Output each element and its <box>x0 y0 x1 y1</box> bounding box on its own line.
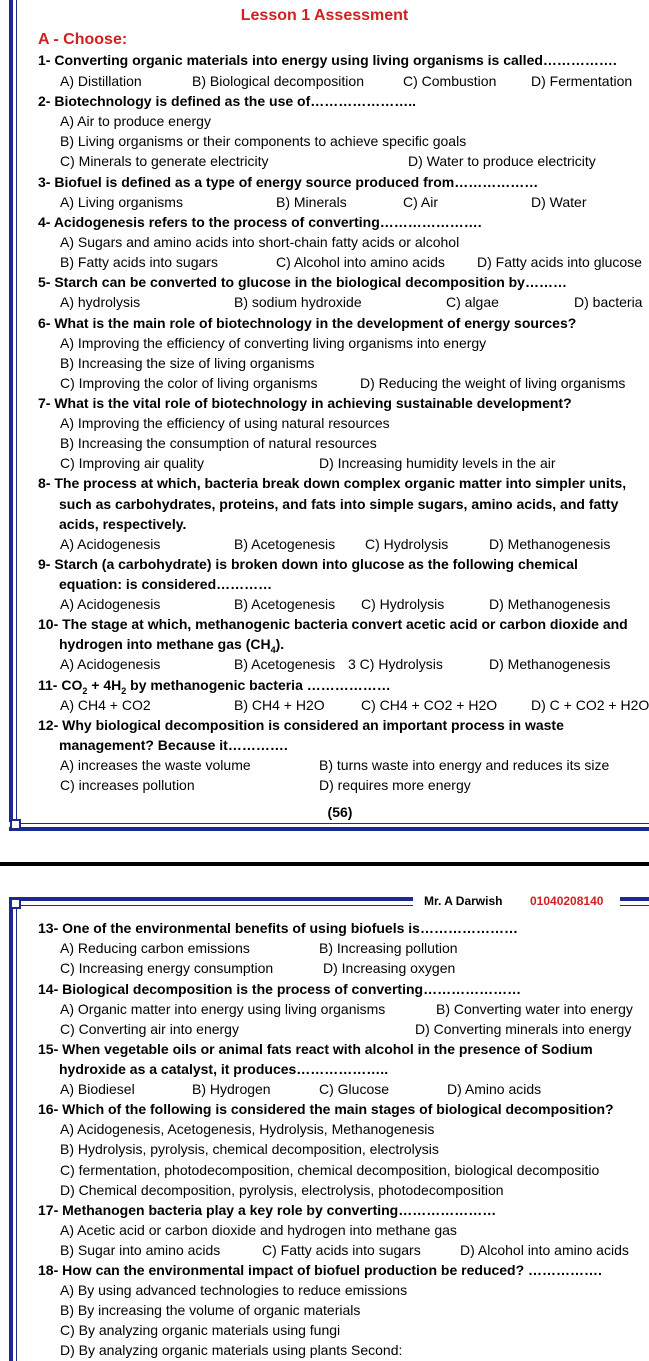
left-border-inner-2 <box>16 906 17 1361</box>
left-border-inner <box>16 0 17 822</box>
q5-option-b: B) sodium hydroxide <box>234 294 362 310</box>
q11-text-b: + 4H <box>87 677 122 693</box>
question-1: 1- Converting organic materials into energy using living organisms is called……………. <box>38 52 617 68</box>
q16-option-b: B) Hydrolysis, pyrolysis, chemical decomposition, electrolysis <box>60 1141 439 1157</box>
q17-option-b: B) Sugar into amino acids <box>60 1242 221 1258</box>
q2-option-a: A) Air to produce energy <box>60 113 211 129</box>
q14-option-d: D) Converting minerals into energy <box>415 1021 632 1037</box>
q9-option-a: A) Acidogenesis <box>60 596 161 612</box>
question-4: 4- Acidogenesis refers to the process of converting…………………. <box>38 214 482 230</box>
q8-option-b: B) Acetogenesis <box>234 536 336 552</box>
author-phone: 01040208140 <box>530 894 604 908</box>
q11-text-a: 11- CO <box>38 677 83 693</box>
q11-option-c: C) CH4 + CO2 + H2O <box>361 697 498 713</box>
top-border-inner <box>18 905 413 906</box>
q7-option-a: A) Improving the efficiency of using natural resources <box>60 415 390 431</box>
question-7: 7- What is the vital role of biotechnology in achieving sustainable development? <box>38 395 572 411</box>
question-18: 18- How can the environmental impact of biofuel production be reduced? ……………. <box>38 1262 602 1278</box>
question-6: 6- What is the main role of biotechnology in the development of energy sources? <box>38 315 577 331</box>
q2-option-b: B) Living organisms or their components to achieve specific goals <box>60 133 467 149</box>
top-border-outer <box>9 897 413 901</box>
q9-option-d: D) Methanogenesis <box>489 596 611 612</box>
q10-option-b: B) Acetogenesis <box>234 656 336 672</box>
question-17: 17- Methanogen bacteria play a key role by converting………………… <box>38 1202 497 1218</box>
q15-option-a: A) Biodiesel <box>60 1081 135 1097</box>
left-border-outer <box>9 0 13 822</box>
q16-option-c: C) fermentation, photodecomposition, chemical decomposition, biological decompositio <box>60 1162 600 1178</box>
q17-option-d: D) Alcohol into amino acids <box>460 1242 629 1258</box>
q8-option-d: D) Methanogenesis <box>489 536 611 552</box>
q10-option-d: D) Methanogenesis <box>489 656 611 672</box>
q13-option-b: B) Increasing pollution <box>319 940 458 956</box>
question-16: 16- Which of the following is considered the main stages of biological decomposition? <box>38 1101 614 1117</box>
corner-ornament-2 <box>10 898 21 909</box>
q7-option-c: C) Improving air quality <box>60 455 204 471</box>
question-12-cont: management? Because it…………. <box>59 737 288 753</box>
q8-option-a: A) Acidogenesis <box>60 536 161 552</box>
q11-sub-1: 2 <box>82 685 88 696</box>
q5-option-a: A) hydrolysis <box>60 294 141 310</box>
q1-option-c: C) Combustion <box>403 73 497 89</box>
q13-option-c: C) Increasing energy consumption <box>60 960 274 976</box>
q3-option-c: C) Air <box>403 194 438 210</box>
question-9: 9- Starch (a carbohydrate) is broken down into glucose as the following chemical <box>38 556 578 572</box>
q15-option-d: D) Amino acids <box>447 1081 542 1097</box>
q10-text-a: hydrogen into methane gas (CH <box>59 636 271 652</box>
q4-option-d: D) Fatty acids into glucose <box>477 254 642 270</box>
q9-option-b: B) Acetogenesis <box>234 596 336 612</box>
q10-option-c: 3 C) Hydrolysis <box>348 656 443 672</box>
q5-option-d: D) bacteria <box>574 294 643 310</box>
q12-option-a: A) increases the waste volume <box>60 757 251 773</box>
q13-option-a: A) Reducing carbon emissions <box>60 940 250 956</box>
top-border-right-inner <box>620 905 649 906</box>
q6-option-c: C) Improving the color of living organisms <box>60 375 318 391</box>
q15-option-c: C) Glucose <box>319 1081 390 1097</box>
q12-option-d: D) requires more energy <box>319 777 471 793</box>
q11-option-b: B) CH4 + H2O <box>234 697 325 713</box>
bottom-border-inner <box>18 823 649 824</box>
q16-option-a: A) Acidogenesis, Acetogenesis, Hydrolysis, Methanogenesis <box>60 1121 435 1137</box>
q10-text-b: ). <box>275 636 285 652</box>
question-10: 10- The stage at which, methanogenic bacteria convert acetic acid or carbon dioxide and <box>38 616 628 632</box>
question-15: 15- When vegetable oils or animal fats react with alcohol in the presence of Sodium <box>38 1041 593 1057</box>
left-border-outer-2 <box>9 897 13 1361</box>
q10-option-a: A) Acidogenesis <box>60 656 161 672</box>
q7-option-d: D) Increasing humidity levels in the air <box>319 455 556 471</box>
question-13: 13- One of the environmental benefits of using biofuels is………………… <box>38 920 518 936</box>
q9-option-c: C) Hydrolysis <box>361 596 445 612</box>
q8-option-c: C) Hydrolysis <box>365 536 449 552</box>
q18-option-b: B) By increasing the volume of organic materials <box>60 1302 361 1318</box>
section-heading: A - Choose: <box>38 31 128 48</box>
q3-option-a: A) Living organisms <box>60 194 183 210</box>
q4-option-a: A) Sugars and amino acids into short-chain fatty acids or alcohol <box>60 234 460 250</box>
q14-option-a: A) Organic matter into energy using living organisms <box>60 1001 386 1017</box>
q16-option-d: D) Chemical decomposition, pyrolysis, electrolysis, photodecomposition <box>60 1182 504 1198</box>
q11-option-a: A) CH4 + CO2 <box>60 697 151 713</box>
q12-option-c: C) increases pollution <box>60 777 195 793</box>
q15-option-b: B) Hydrogen <box>192 1081 271 1097</box>
q6-option-d: D) Reducing the weight of living organisms <box>360 375 626 391</box>
q7-option-b: B) Increasing the consumption of natural resources <box>60 435 377 451</box>
question-8-cont-1: such as carbohydrates, proteins, and fats into simple sugars, amino acids, and fatty <box>59 496 619 512</box>
page-number: (56) <box>327 804 353 820</box>
question-2: 2- Biotechnology is defined as the use of………………….. <box>38 93 417 109</box>
q1-option-b: B) Biological decomposition <box>192 73 364 89</box>
author-name: Mr. A Darwish <box>424 894 503 908</box>
question-12: 12- Why biological decomposition is considered an important process in waste <box>38 717 564 733</box>
q3-option-b: B) Minerals <box>276 194 347 210</box>
q17-option-a: A) Acetic acid or carbon dioxide and hydrogen into methane gas <box>60 1222 457 1238</box>
q6-option-b: B) Increasing the size of living organisms <box>60 355 315 371</box>
bottom-border-outer <box>9 827 649 831</box>
q17-option-c: C) Fatty acids into sugars <box>262 1242 421 1258</box>
question-14: 14- Biological decomposition is the process of converting………………… <box>38 981 522 997</box>
q11-text-c: by methanogenic bacteria ……………… <box>126 677 391 693</box>
question-15-cont: hydroxide as a catalyst, it produces……………….. <box>59 1061 389 1077</box>
question-9-cont: equation: is considered………… <box>59 576 273 592</box>
question-3: 3- Biofuel is defined as a type of energy source produced from……………… <box>38 174 539 190</box>
question-5: 5- Starch can be converted to glucose in the biological decomposition by……… <box>38 274 567 290</box>
q10-subscript: 4 <box>270 644 276 655</box>
q6-option-a: A) Improving the efficiency of converting living organisms into energy <box>60 335 487 351</box>
q13-option-d: D) Increasing oxygen <box>323 960 456 976</box>
question-8-cont-2: acids, respectively. <box>59 516 187 532</box>
q18-option-c: C) By analyzing organic materials using fungi <box>60 1322 341 1338</box>
page-separator <box>0 862 649 866</box>
q14-option-c: C) Converting air into energy <box>60 1021 239 1037</box>
q2-option-d: D) Water to produce electricity <box>408 153 596 169</box>
q1-option-a: A) Distillation <box>60 73 142 89</box>
q18-option-d: D) By analyzing organic materials using plants Second: <box>60 1342 403 1358</box>
top-border-right-outer <box>620 897 649 901</box>
q3-option-d: D) Water <box>531 194 587 210</box>
q4-option-c: C) Alcohol into amino acids <box>276 254 445 270</box>
q12-option-b: B) turns waste into energy and reduces its size <box>319 757 610 773</box>
q1-option-d: D) Fermentation <box>531 73 633 89</box>
q11-sub-2: 2 <box>121 685 127 696</box>
q11-option-d: D) C + CO2 + H2O <box>531 697 649 713</box>
q14-option-b: B) Converting water into energy <box>436 1001 633 1017</box>
q4-option-b: B) Fatty acids into sugars <box>60 254 218 270</box>
q2-option-c: C) Minerals to generate electricity <box>60 153 269 169</box>
q18-option-a: A) By using advanced technologies to reduce emissions <box>60 1282 408 1298</box>
question-8: 8- The process at which, bacteria break down complex organic matter into simpler units, <box>38 475 627 491</box>
q5-option-c: C) algae <box>446 294 499 310</box>
page-title: Lesson 1 Assessment <box>240 7 409 24</box>
